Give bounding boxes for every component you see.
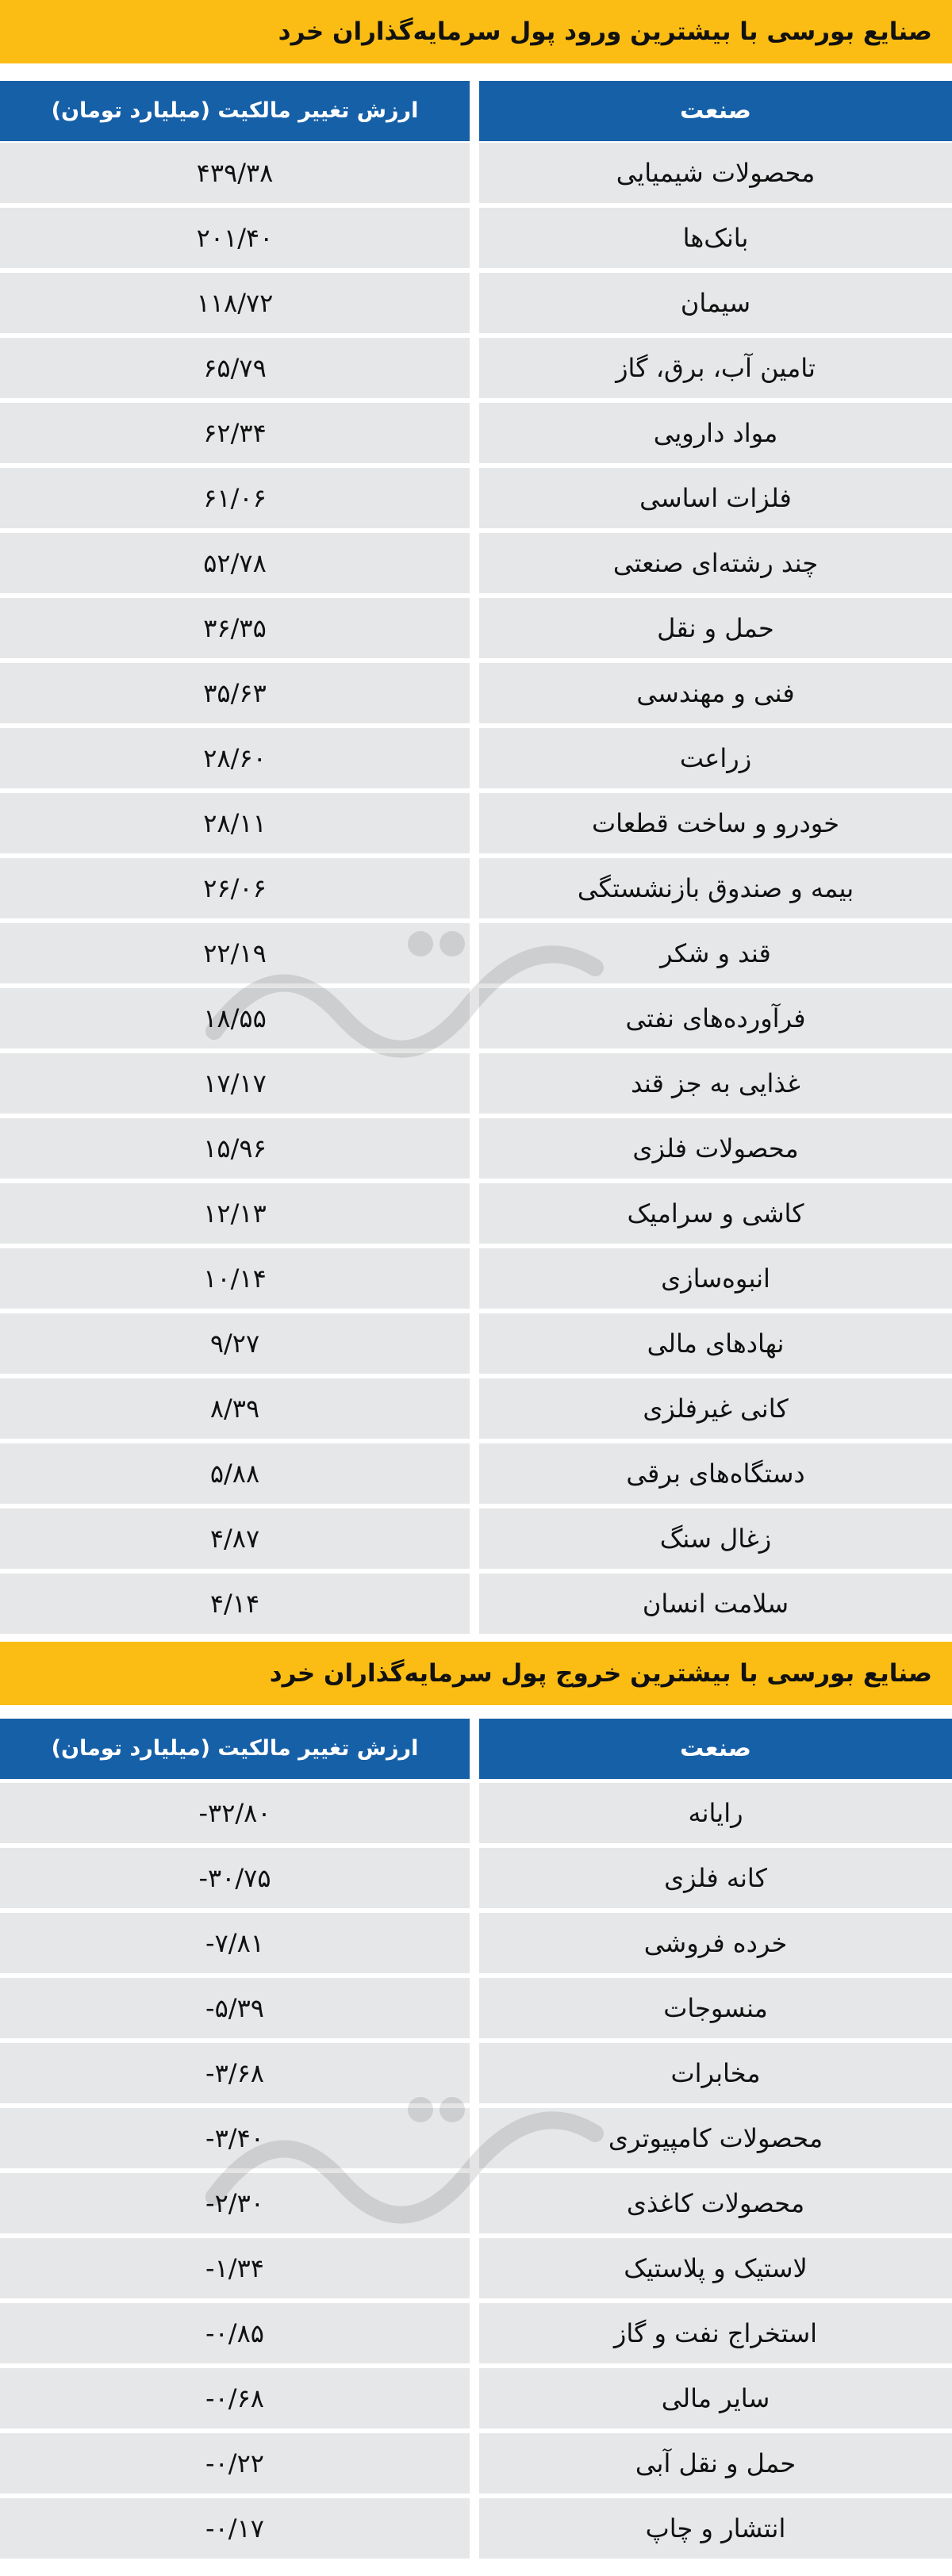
industry-cell: محصولات فلزی bbox=[479, 1118, 952, 1179]
table-row bbox=[0, 338, 952, 403]
value-cell: ۱۵/۹۶ bbox=[0, 1118, 470, 1179]
inflow-title: صنایع بورسی با بیشترین ورود پول سرمایه‌گذاران خرد bbox=[278, 17, 932, 46]
industry-cell: کانه فلزی bbox=[479, 1848, 952, 1908]
industry-cell: فنی و مهندسی bbox=[479, 663, 952, 723]
value-cell: ۳۶/۳۵ bbox=[0, 598, 470, 658]
value-cell: ۱۰/۱۴ bbox=[0, 1248, 470, 1309]
table-row bbox=[0, 468, 952, 533]
value-cell: ۱۱۸/۷۲ bbox=[0, 273, 470, 333]
outflow-header-row bbox=[0, 1719, 952, 1779]
industry-cell: غذایی به جز قند bbox=[479, 1053, 952, 1114]
inflow-header-industry: صنعت bbox=[479, 81, 952, 141]
value-cell: -۰/۸۵ bbox=[0, 2303, 470, 2363]
industry-cell: حمل و نقل bbox=[479, 598, 952, 658]
table-row bbox=[0, 208, 952, 273]
industry-cell: فرآورده‌های نفتی bbox=[479, 988, 952, 1048]
industry-cell: بانک‌ها bbox=[479, 208, 952, 268]
outflow-title: صنایع بورسی با بیشترین خروج پول سرمایه‌گذاران خرد bbox=[269, 1659, 932, 1688]
table-row bbox=[0, 598, 952, 663]
table-row bbox=[0, 793, 952, 858]
industry-cell: مواد دارویی bbox=[479, 403, 952, 463]
table-row bbox=[0, 533, 952, 598]
industry-cell: بیمه و صندوق بازنشستگی bbox=[479, 858, 952, 918]
value-cell: -۳/۴۰ bbox=[0, 2108, 470, 2168]
table-row bbox=[0, 1508, 952, 1574]
value-cell: -۰/۲۲ bbox=[0, 2433, 470, 2494]
value-cell: -۳۲/۸۰ bbox=[0, 1783, 470, 1843]
value-cell: ۳۵/۶۳ bbox=[0, 663, 470, 723]
industry-cell: حمل و نقل آبی bbox=[479, 2433, 952, 2494]
value-cell: -۷/۸۱ bbox=[0, 1913, 470, 1973]
value-cell: ۹/۲۷ bbox=[0, 1313, 470, 1374]
industry-cell: قند و شکر bbox=[479, 923, 952, 983]
value-cell: ۲۰۱/۴۰ bbox=[0, 208, 470, 268]
industry-cell: دستگاه‌های برقی bbox=[479, 1443, 952, 1504]
outflow-title-bar bbox=[0, 1642, 952, 1705]
industry-cell: زراعت bbox=[479, 728, 952, 788]
table-row bbox=[0, 1248, 952, 1313]
industry-cell: انتشار و چاپ bbox=[479, 2498, 952, 2559]
value-cell: ۸/۳۹ bbox=[0, 1378, 470, 1439]
industry-cell: خرده فروشی bbox=[479, 1913, 952, 1973]
value-cell: ۶۲/۳۴ bbox=[0, 403, 470, 463]
table-row bbox=[0, 2368, 952, 2433]
industry-cell: سلامت انسان bbox=[479, 1574, 952, 1634]
table-row bbox=[0, 403, 952, 468]
outflow-header-value: ارزش تغییر مالکیت (میلیارد تومان) bbox=[0, 1719, 470, 1779]
industry-cell: لاستیک و پلاستیک bbox=[479, 2238, 952, 2298]
industry-cell: محصولات کامپیوتری bbox=[479, 2108, 952, 2168]
industry-cell: انبوه‌سازی bbox=[479, 1248, 952, 1309]
outflow-header-industry: صنعت bbox=[479, 1719, 952, 1779]
industry-cell: تامین آب، برق، گاز bbox=[479, 338, 952, 398]
table-row bbox=[0, 1183, 952, 1248]
table-row bbox=[0, 1313, 952, 1378]
value-cell: ۲۸/۶۰ bbox=[0, 728, 470, 788]
industry-cell: رایانه bbox=[479, 1783, 952, 1843]
value-cell: ۴/۱۴ bbox=[0, 1574, 470, 1634]
table-row bbox=[0, 1378, 952, 1443]
inflow-table-body bbox=[0, 143, 952, 1639]
table-row bbox=[0, 728, 952, 793]
watermark-logo bbox=[182, 896, 627, 1079]
value-cell: -۱/۳۴ bbox=[0, 2238, 470, 2298]
value-cell: -۲/۳۰ bbox=[0, 2173, 470, 2233]
industry-cell: چند رشته‌ای صنعتی bbox=[479, 533, 952, 593]
inflow-header-value: ارزش تغییر مالکیت (میلیارد تومان) bbox=[0, 81, 470, 141]
industry-cell: کانی غیرفلزی bbox=[479, 1378, 952, 1439]
industry-cell: مخابرات bbox=[479, 2043, 952, 2103]
table-row bbox=[0, 1443, 952, 1508]
table-row bbox=[0, 1783, 952, 1848]
industry-cell: خودرو و ساخت قطعات bbox=[479, 793, 952, 853]
value-cell: ۵/۸۸ bbox=[0, 1443, 470, 1504]
industry-cell: محصولات کاغذی bbox=[479, 2173, 952, 2233]
table-row bbox=[0, 2433, 952, 2498]
table-row bbox=[0, 2498, 952, 2563]
value-cell: ۲۲/۱۹ bbox=[0, 923, 470, 983]
watermark-logo bbox=[182, 2062, 627, 2244]
industry-cell: سیمان bbox=[479, 273, 952, 333]
value-cell: ۲۸/۱۱ bbox=[0, 793, 470, 853]
value-cell: -۳/۶۸ bbox=[0, 2043, 470, 2103]
industry-cell: محصولات شیمیایی bbox=[479, 143, 952, 203]
table-row bbox=[0, 1574, 952, 1639]
table-row bbox=[0, 2238, 952, 2303]
value-cell: -۳۰/۷۵ bbox=[0, 1848, 470, 1908]
inflow-title-bar bbox=[0, 0, 952, 63]
inflow-header-row bbox=[0, 81, 952, 141]
industry-cell: نهادهای مالی bbox=[479, 1313, 952, 1374]
value-cell: ۱۸/۵۵ bbox=[0, 988, 470, 1048]
value-cell: ۶۱/۰۶ bbox=[0, 468, 470, 528]
value-cell: ۴۳۹/۳۸ bbox=[0, 143, 470, 203]
value-cell: ۱۷/۱۷ bbox=[0, 1053, 470, 1114]
industry-cell: زغال سنگ bbox=[479, 1508, 952, 1569]
value-cell: -۰/۱۷ bbox=[0, 2498, 470, 2559]
industry-cell: کاشی و سرامیک bbox=[479, 1183, 952, 1244]
table-row bbox=[0, 1118, 952, 1183]
table-row bbox=[0, 143, 952, 208]
value-cell: -۰/۶۸ bbox=[0, 2368, 470, 2428]
table-row bbox=[0, 2303, 952, 2368]
industry-cell: استخراج نفت و گاز bbox=[479, 2303, 952, 2363]
value-cell: ۵۲/۷۸ bbox=[0, 533, 470, 593]
industry-cell: منسوجات bbox=[479, 1978, 952, 2038]
industry-cell: فلزات اساسی bbox=[479, 468, 952, 528]
industry-cell: سایر مالی bbox=[479, 2368, 952, 2428]
value-cell: ۱۲/۱۳ bbox=[0, 1183, 470, 1244]
value-cell: ۲۶/۰۶ bbox=[0, 858, 470, 918]
value-cell: -۵/۳۹ bbox=[0, 1978, 470, 2038]
value-cell: ۴/۸۷ bbox=[0, 1508, 470, 1569]
table-row bbox=[0, 663, 952, 728]
table-row bbox=[0, 273, 952, 338]
table-row bbox=[0, 1978, 952, 2043]
value-cell: ۶۵/۷۹ bbox=[0, 338, 470, 398]
table-row bbox=[0, 1848, 952, 1913]
table-row bbox=[0, 1913, 952, 1978]
